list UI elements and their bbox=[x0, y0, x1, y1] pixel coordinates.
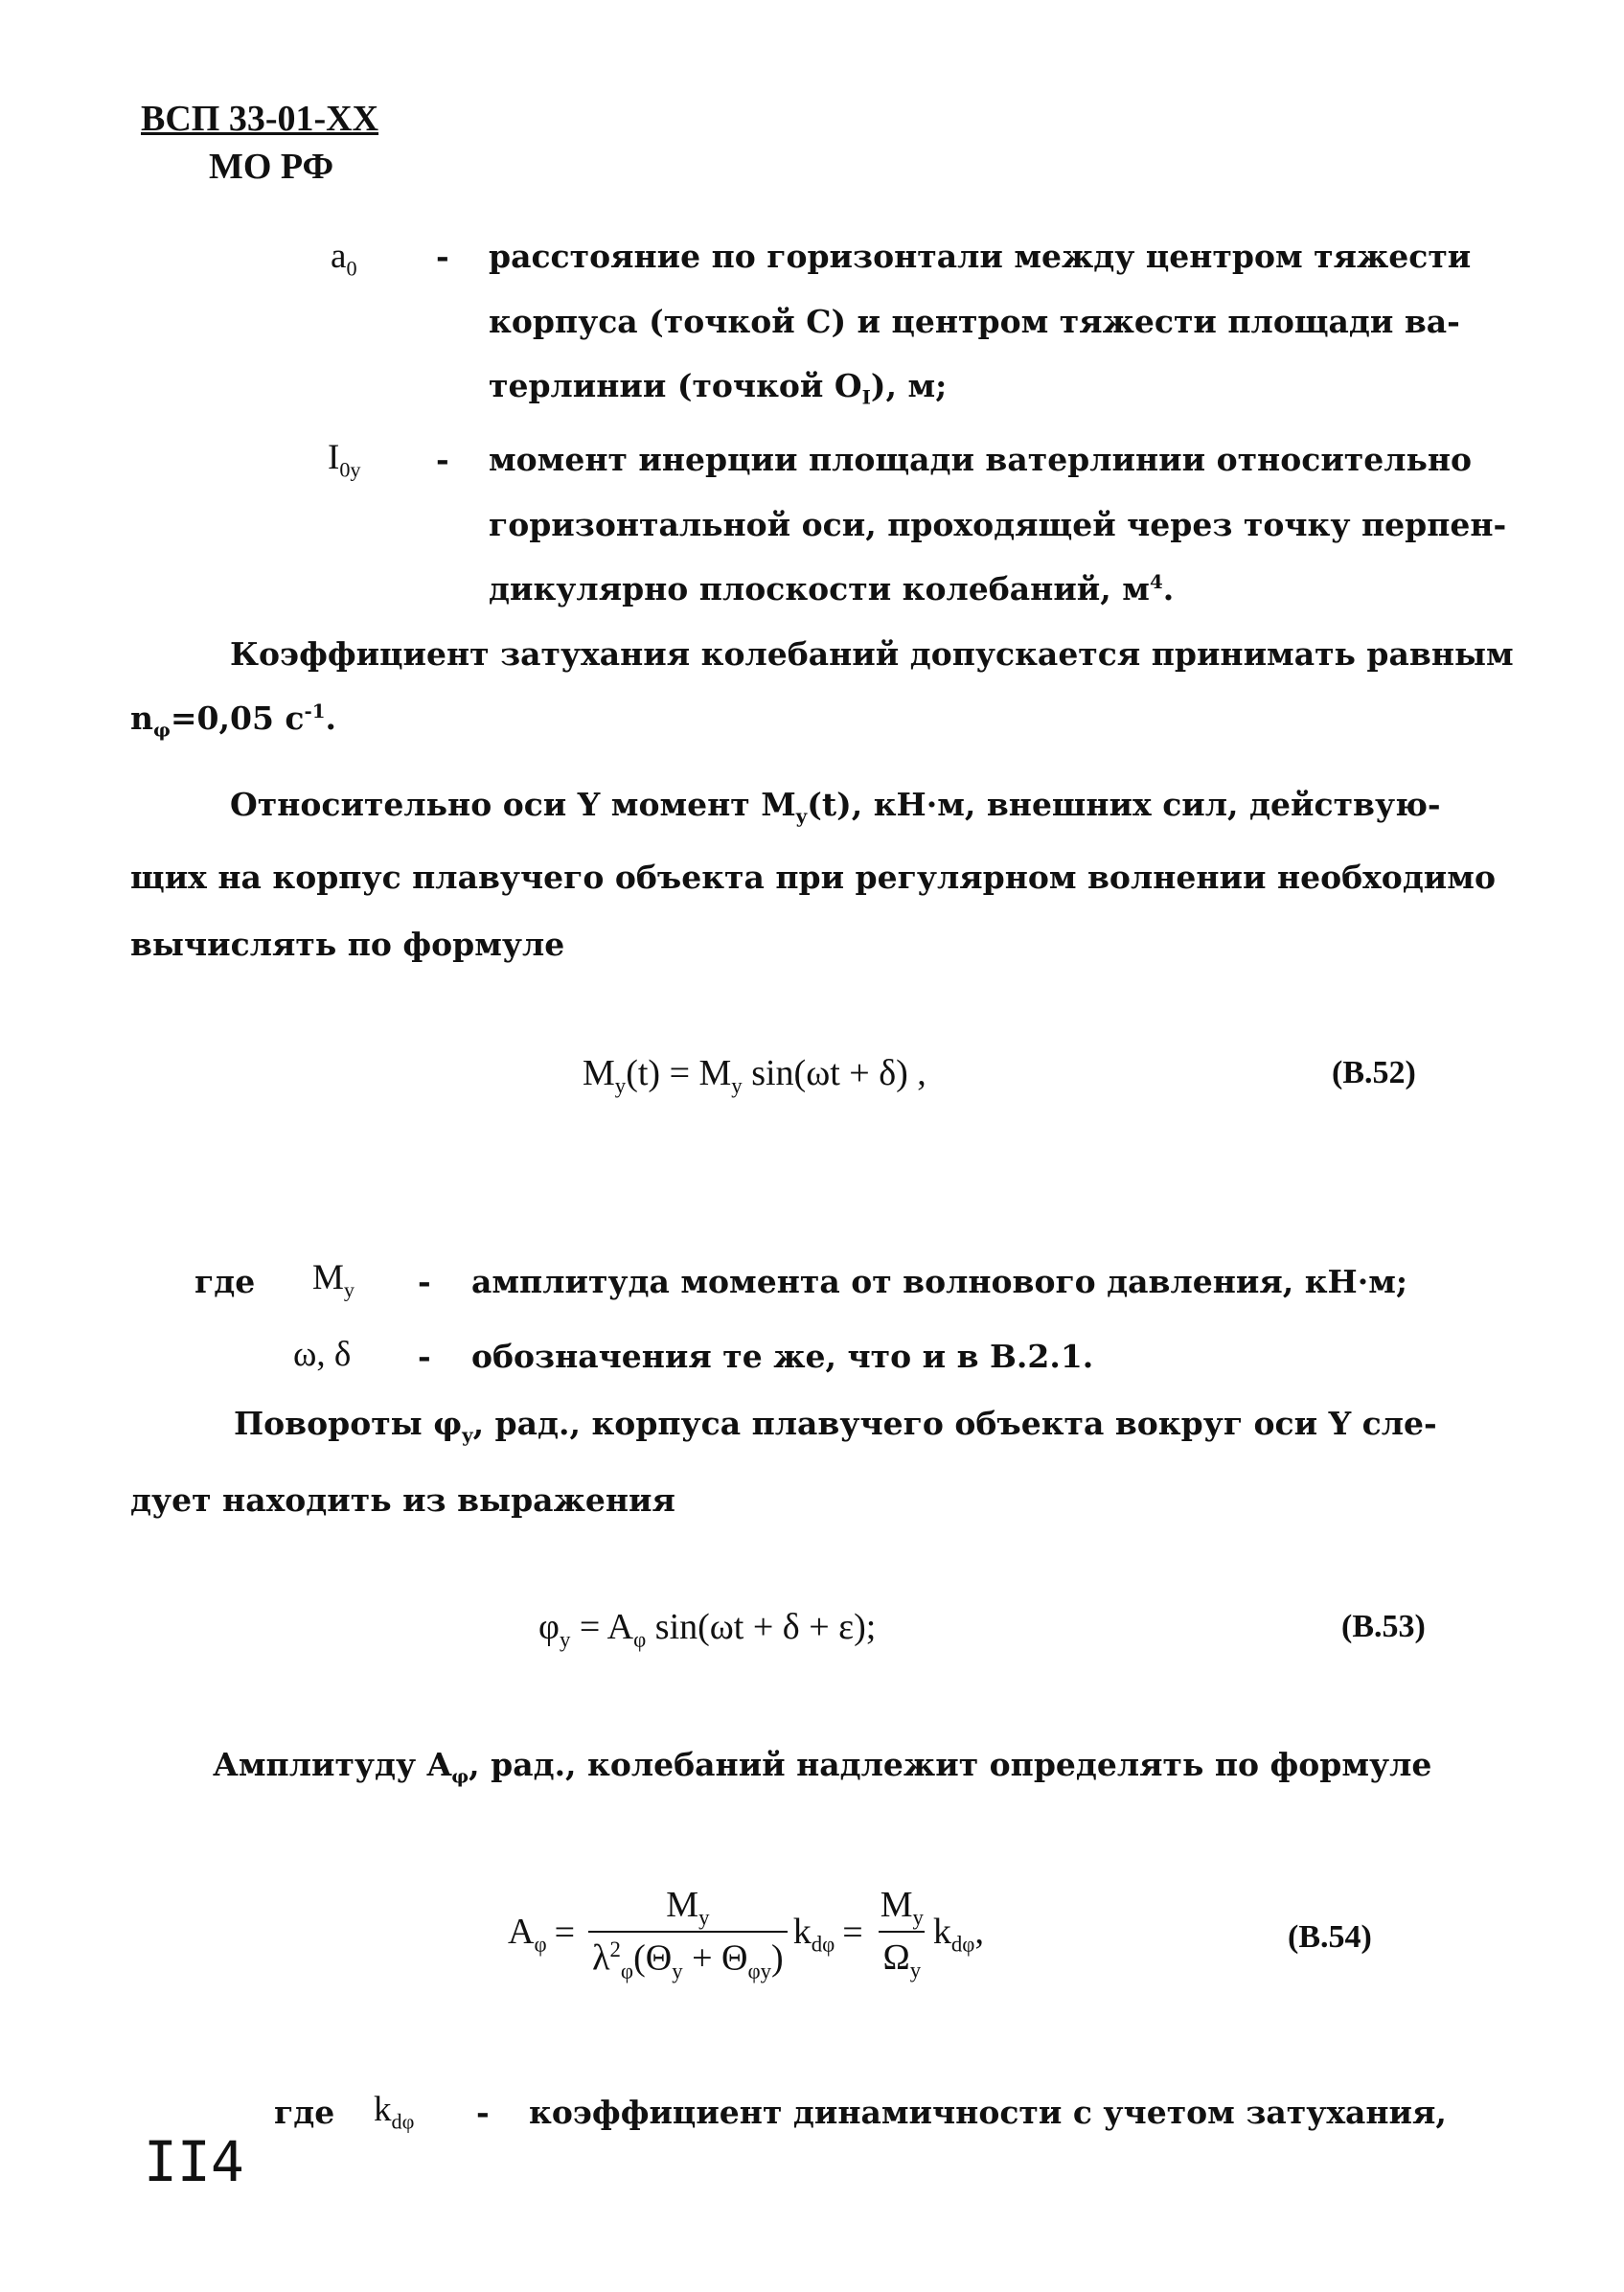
equation-number-b53: (B.53) bbox=[1341, 1609, 1426, 1644]
equation-number-b54: (B.54) bbox=[1288, 1919, 1372, 1955]
document-code: ВСП 33-01-ХХ bbox=[141, 99, 379, 139]
symbol-a0: $a_0$ bbox=[331, 237, 357, 281]
definition-I0y-line-2: горизонтальной оси, проходящей через точку перпен- bbox=[489, 506, 1507, 543]
where-label: где bbox=[194, 1263, 256, 1300]
where-bottom-text: коэффициент динамичности с учетом затухания, bbox=[529, 2094, 1447, 2131]
symbol-My: $M_y$ bbox=[312, 1258, 355, 1302]
where-dash: - bbox=[418, 1338, 431, 1375]
definition-a0-line-1: расстояние по горизонтали между центром тяжести bbox=[489, 238, 1472, 275]
symbol-omega-delta: ω, δ bbox=[293, 1335, 352, 1374]
definition-dash: - bbox=[436, 238, 449, 275]
equation-number-b52: (B.52) bbox=[1332, 1055, 1416, 1090]
fraction-2: $\frac{M_y}{\Omega_y}$ bbox=[880, 1885, 924, 1983]
where-item-1-text: амплитуда момента от волнового давления, кН·м; bbox=[471, 1263, 1408, 1300]
equation-b53: $\varphi_y = A_\varphi$ sin(ωt + δ + ε); bbox=[538, 1607, 877, 1652]
symbol-kdphi: $k_{d\varphi}$ bbox=[374, 2090, 415, 2134]
moment-paragraph-line-3: вычислять по формуле bbox=[130, 926, 565, 963]
rotation-paragraph-line-1: Повороты $\varphi_y$, рад., корпуса плавучего объекта вокруг оси Y сле- bbox=[234, 1405, 1437, 1447]
definition-I0y-line-1: момент инерции площади ватерлинии относительно bbox=[489, 441, 1473, 478]
moment-paragraph-line-2: щих на корпус плавучего объекта при регулярном волнении необходимо bbox=[130, 859, 1496, 896]
definition-a0-line-2: корпуса (точкой С) и центром тяжести площади ва- bbox=[489, 303, 1460, 340]
damping-paragraph-line-1: Коэффициент затухания колебаний допускается принимать равным bbox=[230, 635, 1514, 673]
amplitude-paragraph: Амплитуду $A_\varphi$, рад., колебаний надлежит определять по формуле bbox=[213, 1746, 1432, 1788]
damping-paragraph-line-2: $n_\varphi=0,05$ $с^{-1}$. bbox=[130, 699, 336, 742]
equation-b52: $M_y(t) = M_y$ sin(ωt + δ) , bbox=[583, 1053, 926, 1098]
where-label-bottom: где bbox=[274, 2094, 335, 2131]
moment-paragraph-line-1: Относительно оси Y момент $M_y(t)$, кН·м, внешних сил, действую- bbox=[230, 786, 1441, 828]
page-number: II4 bbox=[144, 2129, 244, 2194]
definition-a0-line-3: терлинии (точкой $O_I$), м; bbox=[489, 367, 948, 409]
definition-dash: - bbox=[436, 441, 449, 478]
where-dash: - bbox=[418, 1263, 431, 1300]
organization: МО РФ bbox=[209, 147, 334, 187]
rotation-paragraph-line-2: дует находить из выражения bbox=[130, 1481, 675, 1519]
symbol-I0y: $I_{0y}$ bbox=[328, 438, 361, 482]
where-item-2-text: обозначения те же, что и в B.2.1. bbox=[471, 1338, 1094, 1375]
equation-b54: $A_\varphi$ = $\frac{M_y}{\lambda^2_\varphi(\Theta_y + \Theta_{\varphi y})}$ $k_{d\varphi}$ = $\frac{M_y}{\Omega_y}$ $k_{d\varphi}$, bbox=[508, 1885, 984, 1983]
where-dash: - bbox=[476, 2094, 490, 2131]
definition-I0y-line-3: дикулярно плоскости колебаний, $м^4$. bbox=[489, 570, 1175, 607]
fraction-1: $\frac{M_y}{\lambda^2_\varphi(\Theta_y + \Theta_{\varphi y})}$ bbox=[588, 1884, 788, 1984]
